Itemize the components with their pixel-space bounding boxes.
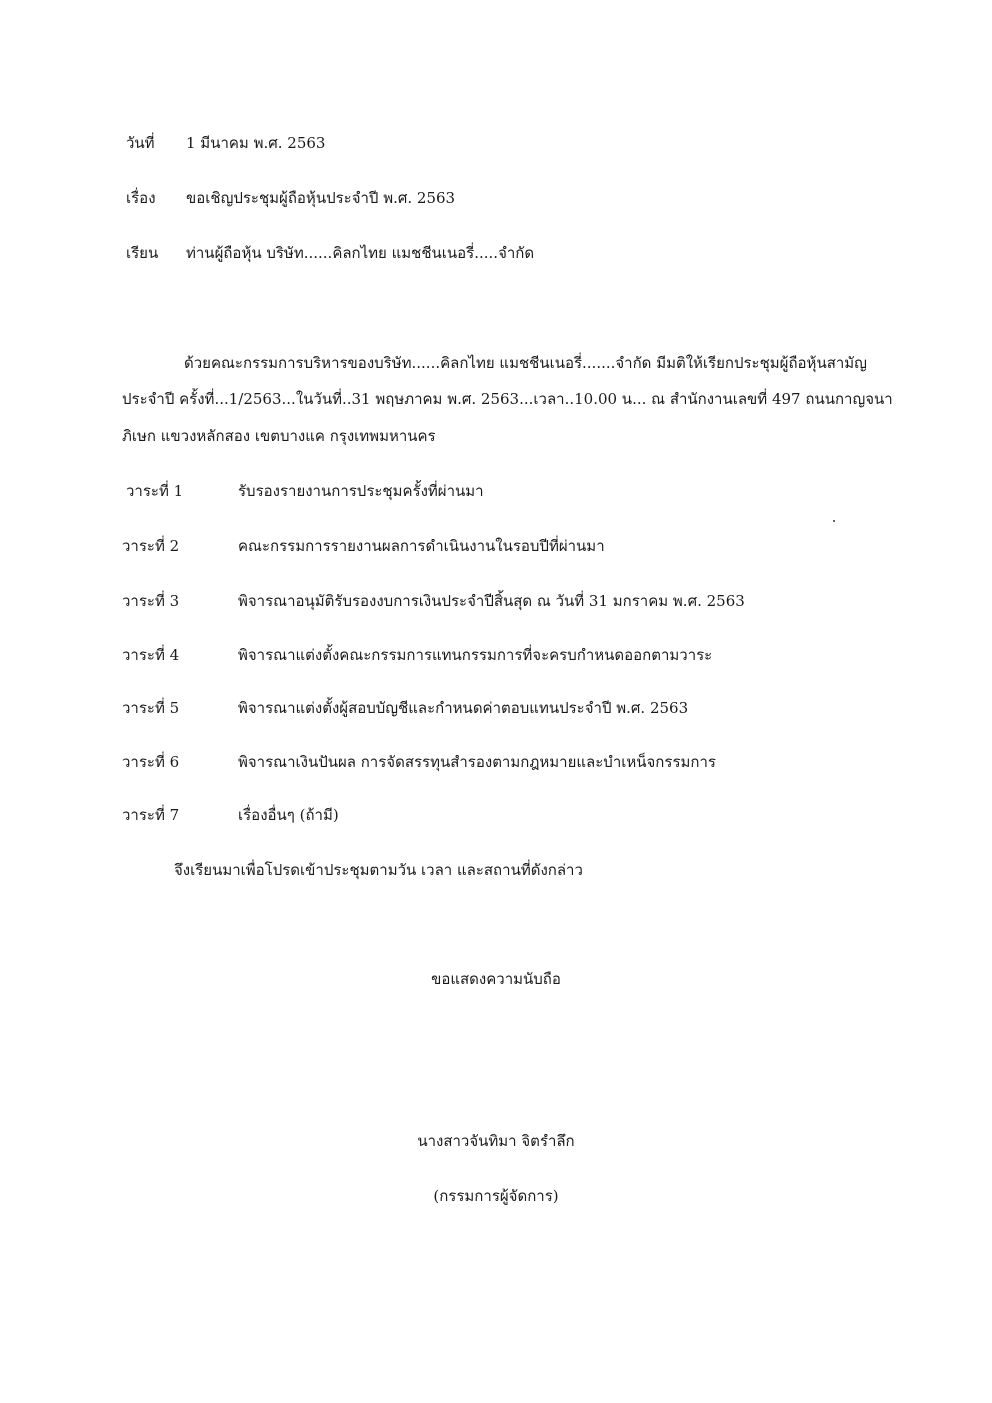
body-paragraph-line-1: ด้วยคณะกรรมการบริหารของบริษัท......คิลกไทย แมชชีนเนอรี่.......จำกัด มีมติให้เรียกประชุมผู้ถือหุ้นสามัญ (184, 354, 867, 372)
agenda-item-3-number: วาระที่ 3 (122, 592, 180, 610)
agenda-item-5-number: วาระที่ 5 (122, 699, 180, 717)
regards-line: ขอแสดงความนับถือ (431, 970, 561, 988)
agenda-item-6-text: พิจารณาเงินปันผล การจัดสรรทุนสำรองตามกฎหมายและบำเหน็จกรรมการ (238, 753, 716, 771)
signer-title: (กรรมการผู้จัดการ) (433, 1187, 559, 1205)
date-label: วันที่ (126, 134, 155, 152)
agenda-item-2-text: คณะกรรมการรายงานผลการดำเนินงานในรอบปีที่ผ่านมา (238, 537, 605, 555)
subject-value: ขอเชิญประชุมผู้ถือหุ้นประจำปี พ.ศ. 2563 (186, 189, 456, 207)
body-paragraph-line-2: ประจำปี ครั้งที่...1/2563...ในวันที่..31 พฤษภาคม พ.ศ. 2563...เวลา..10.00 น... ณ สำนักงานเลขที่ 497 ถนนกาญจนา (122, 390, 893, 408)
recipient-value: ท่านผู้ถือหุ้น บริษัท......คิลกไทย แมชชีนเนอรี่.....จำกัด (186, 244, 535, 262)
recipient-label: เรียน (126, 244, 159, 262)
agenda-item-4-text: พิจารณาแต่งตั้งคณะกรรมการแทนกรรมการที่จะครบกำหนดออกตามวาระ (238, 646, 713, 664)
date-value: 1 มีนาคม พ.ศ. 2563 (186, 134, 326, 152)
scan-speck (833, 520, 835, 522)
agenda-item-1-text: รับรองรายงานการประชุมครั้งที่ผ่านมา (238, 482, 484, 500)
agenda-item-2-number: วาระที่ 2 (122, 537, 180, 555)
agenda-item-5-text: พิจารณาแต่งตั้งผู้สอบบัญชีและกำหนดค่าตอบแทนประจำปี พ.ศ. 2563 (238, 699, 689, 717)
subject-label: เรื่อง (126, 189, 156, 207)
signer-name: นางสาวจันทิมา จิตรำลึก (417, 1132, 575, 1150)
closing-line: จึงเรียนมาเพื่อโปรดเข้าประชุมตามวัน เวลา และสถานที่ดังกล่าว (174, 861, 583, 879)
agenda-item-4-number: วาระที่ 4 (122, 646, 180, 664)
agenda-item-1-number: วาระที่ 1 (126, 482, 184, 500)
body-paragraph-line-3: ภิเษก แขวงหลักสอง เขตบางแค กรุงเทพมหานคร (122, 427, 436, 445)
agenda-item-6-number: วาระที่ 6 (122, 753, 180, 771)
agenda-item-3-text: พิจารณาอนุมัติรับรองงบการเงินประจำปีสิ้นสุด ณ วันที่ 31 มกราคม พ.ศ. 2563 (238, 592, 745, 610)
agenda-item-7-number: วาระที่ 7 (122, 806, 180, 824)
agenda-item-7-text: เรื่องอื่นๆ (ถ้ามี) (238, 806, 339, 824)
